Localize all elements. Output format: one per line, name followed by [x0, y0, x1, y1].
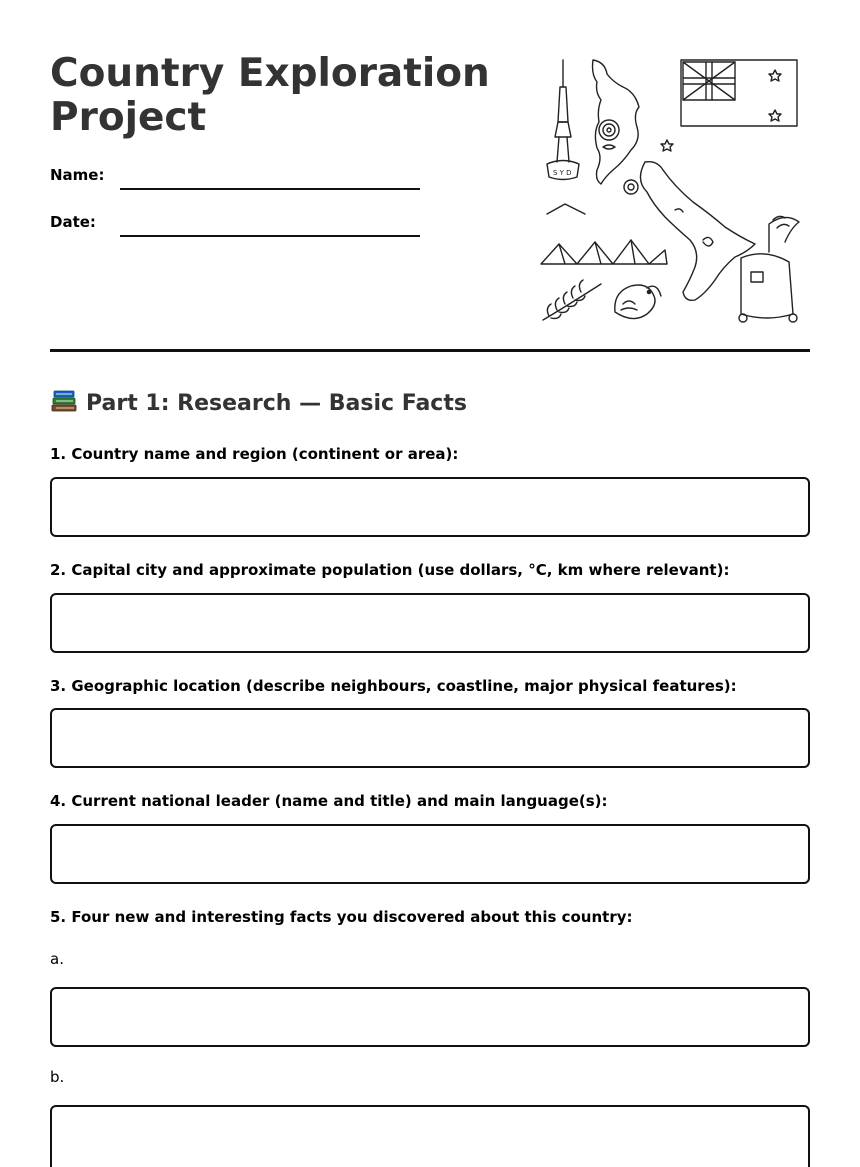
header-divider — [50, 349, 810, 352]
date-label: Date: — [50, 213, 96, 231]
answer-box-fact-b[interactable] — [50, 1105, 810, 1167]
date-line[interactable] — [120, 235, 420, 237]
fern-icon — [543, 280, 601, 320]
answer-box-fact-a[interactable] — [50, 987, 810, 1047]
section-title-text: Part 1: Research — Basic Facts — [86, 391, 467, 416]
mountains-icon — [541, 204, 667, 264]
question-1-label: 1. Country name and region (continent or area): — [50, 445, 459, 463]
books-icon — [50, 387, 78, 413]
flag-icon — [661, 60, 797, 151]
answer-box-4[interactable] — [50, 824, 810, 884]
page-title — [50, 52, 490, 140]
mailbox-icon — [739, 216, 799, 322]
fact-a-label: a. — [50, 950, 64, 968]
question-2-label: 2. Capital city and approximate population (use dollars, °C, km where relevant): — [50, 561, 730, 579]
title-line-2: Project — [50, 95, 207, 140]
name-field[interactable] — [50, 166, 420, 196]
question-4-label: 4. Current national leader (name and title) and main language(s): — [50, 792, 608, 810]
svg-text:S Y D: S Y D — [553, 169, 572, 177]
country-illustration — [535, 52, 810, 328]
question-3-label: 3. Geographic location (describe neighbours, coastline, major physical features): — [50, 677, 737, 695]
date-field[interactable] — [50, 213, 420, 243]
title-line-1: Country Exploration — [50, 51, 490, 96]
fact-b-label: b. — [50, 1068, 65, 1086]
answer-box-2[interactable] — [50, 593, 810, 653]
question-5-label: 5. Four new and interesting facts you discovered about this country: — [50, 908, 633, 926]
bird-icon — [615, 285, 661, 319]
answer-box-3[interactable] — [50, 708, 810, 768]
section-title — [50, 387, 467, 421]
south-island-icon — [624, 162, 755, 301]
name-label: Name: — [50, 166, 105, 184]
tower-icon — [547, 60, 579, 180]
answer-box-1[interactable] — [50, 477, 810, 537]
name-line[interactable] — [120, 188, 420, 190]
north-island-icon — [593, 60, 640, 184]
